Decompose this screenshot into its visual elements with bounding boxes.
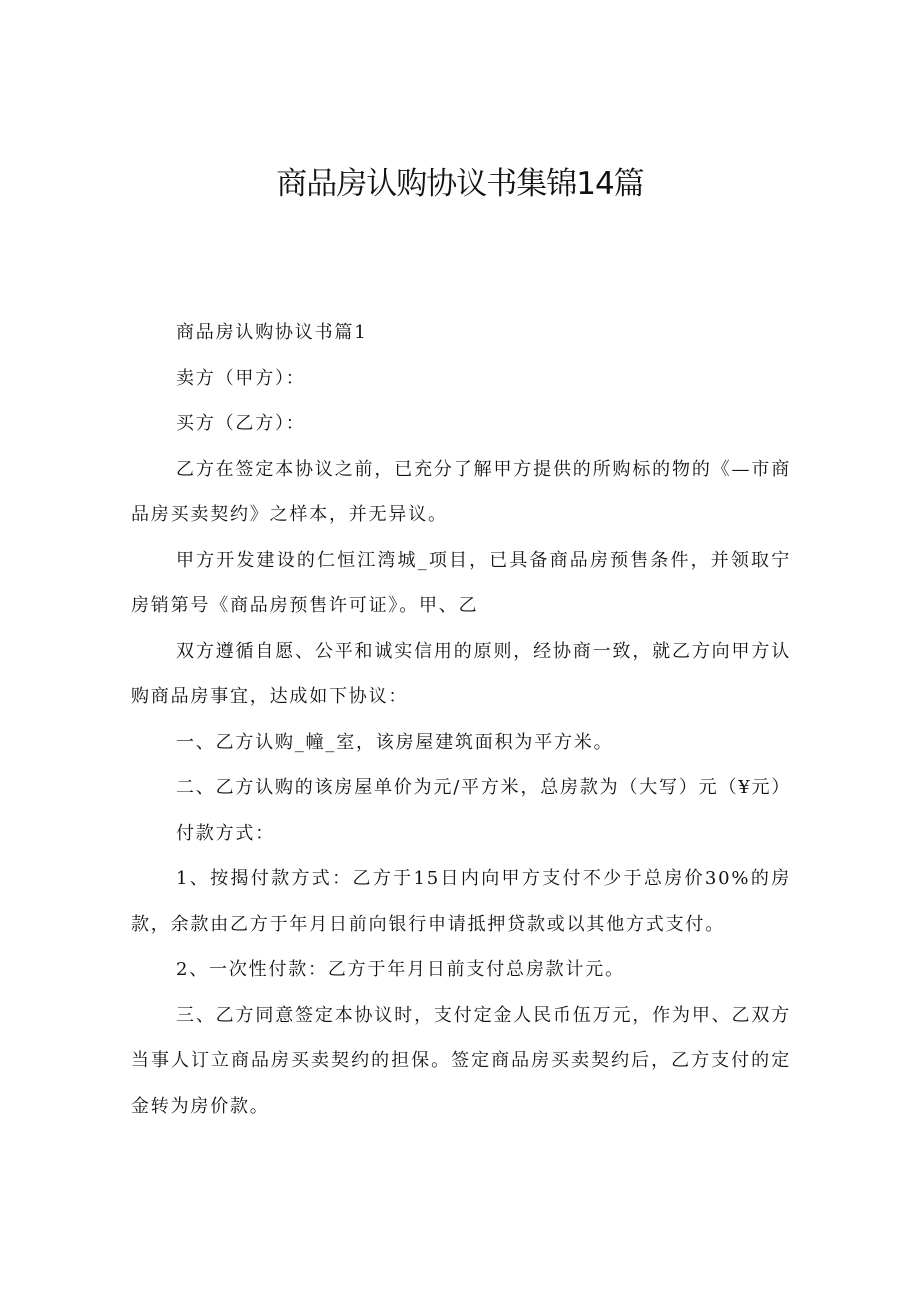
buyer-line: 买方（乙方）： — [176, 413, 306, 434]
document-title: 商品房认购协议书集锦14篇 — [276, 166, 644, 202]
paragraph: 乙方在签定本协议之前，已充分了解甲方提供的所购标的物的《—市商品房买卖契约》之样本，并无异议。 — [131, 458, 791, 525]
clause-two: 二、乙方认购的该房屋单价为元/平方米，总房款为（大写）元（¥元） — [176, 777, 792, 798]
paragraph: 甲方开发建设的仁恒江湾城_项目，已具备商品房预售条件，并领取宁房销第号《商品房预售许可证》。甲、乙 — [131, 549, 791, 616]
clause-one: 一、乙方认购_幢_室，该房屋建筑面积为平方米。 — [176, 731, 614, 753]
payment-heading: 付款方式： — [176, 822, 275, 844]
document-body — [131, 310, 791, 1129]
clause-three: 三、乙方同意签定本协议时，支付定金人民币伍万元，作为甲、乙双方当事人订立商品房买卖契约的担保。签定商品房买卖契约后，乙方支付的定金转为房价款。 — [131, 1004, 791, 1117]
payment-option-1: 1、按揭付款方式：乙方于15日内向甲方支付不少于总房价30%的房款，余款由乙方于年月日前向银行申请抵押贷款或以其他方式支付。 — [131, 868, 791, 935]
payment-option-2: 2、一次性付款：乙方于年月日前支付总房款计元。 — [176, 959, 625, 980]
seller-line: 卖方（甲方）： — [176, 367, 306, 389]
section-heading: 商品房认购协议书篇1 — [176, 322, 368, 343]
paragraph: 双方遵循自愿、公平和诚实信用的原则，经协商一致，就乙方向甲方认购商品房事宜，达成如下协议： — [131, 640, 791, 707]
